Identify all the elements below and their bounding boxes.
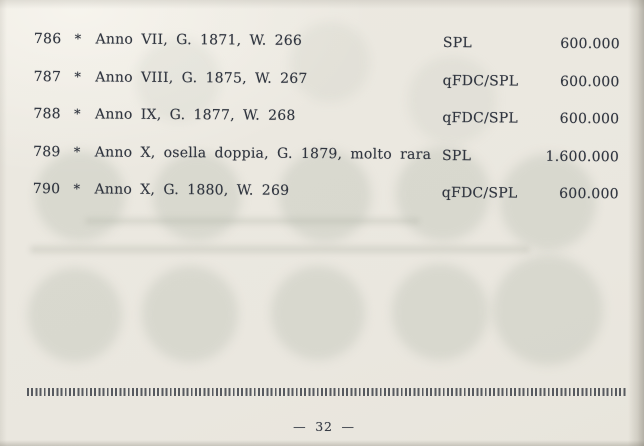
scan-edge-shadow-bottom — [0, 440, 644, 446]
page-number: — 32 — — [293, 419, 355, 434]
scan-edge-shadow-left — [0, 0, 7, 446]
lot-number: 787 — [33, 68, 62, 85]
lot-price: 600.000 — [559, 73, 620, 90]
plate-asterisk: * — [74, 107, 81, 123]
lot-number: 790 — [32, 180, 61, 198]
grade-code: qFDC/SPL — [441, 184, 518, 202]
grade-code: qFDC/SPL — [442, 109, 519, 127]
grade-code: SPL — [442, 147, 472, 164]
lot-row-787 — [33, 67, 619, 109]
lot-description: Anno X, G. 1880, W. 269 — [94, 181, 290, 199]
plate-asterisk: * — [74, 69, 82, 85]
coin-ghost-circle — [271, 266, 365, 360]
grade-code: qFDC/SPL — [442, 72, 519, 90]
lot-description: Anno X, osella doppia, G. 1879, molto rara — [94, 143, 432, 163]
coin-ghost-circle — [392, 264, 488, 360]
lot-price: 600.000 — [559, 110, 620, 128]
ghost-text-smudge — [30, 246, 530, 253]
grade-code: SPL — [442, 34, 473, 52]
coin-ghost-circle — [493, 255, 603, 365]
lot-price: 600.000 — [560, 35, 620, 53]
lot-description: Anno IX, G. 1877, W. 268 — [94, 106, 296, 124]
lot-number: 786 — [33, 30, 62, 48]
lot-number: 789 — [33, 143, 61, 160]
lot-price: 600.000 — [559, 185, 619, 203]
plate-asterisk: * — [74, 32, 82, 48]
coin-ghost-circle — [28, 268, 122, 362]
lot-row-788 — [33, 105, 619, 147]
plate-asterisk: * — [73, 182, 81, 198]
scan-edge-shadow-right — [628, 0, 644, 446]
tick-bar-divider — [27, 388, 626, 396]
lot-description: Anno VII, G. 1871, W. 266 — [95, 31, 303, 49]
coin-ghost-circle — [142, 266, 238, 362]
lot-description: Anno VIII, G. 1875, W. 267 — [95, 68, 308, 87]
lot-number: 788 — [33, 105, 61, 123]
lot-listing — [33, 30, 620, 222]
lot-row-790 — [33, 180, 619, 222]
lot-price: 1.600.000 — [545, 148, 620, 165]
lot-row-786 — [34, 30, 620, 72]
lot-row-789 — [33, 142, 619, 184]
scan-edge-shadow-top — [0, 0, 644, 9]
plate-asterisk: * — [73, 144, 81, 160]
